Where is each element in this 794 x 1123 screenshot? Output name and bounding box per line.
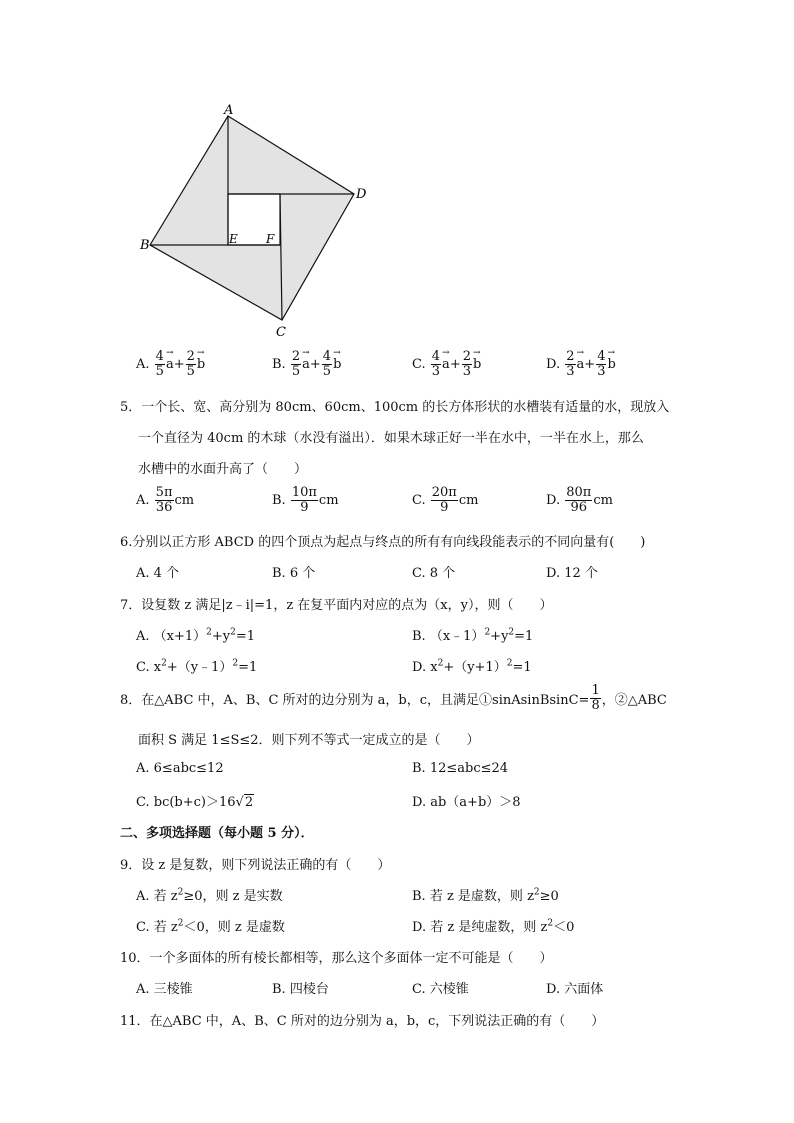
- section-title-multiple-choice: 二、多项选择题（每小题 5 分）．: [120, 826, 314, 841]
- q4-option-c[interactable]: C. $\frac{4}{3}$ → a + $\frac{2}{3}$ → b: [412, 350, 481, 378]
- geometry-figure: [132, 98, 372, 348]
- q5-option-b[interactable]: B. $\frac{10\pi}{9}$ cm: [272, 485, 339, 515]
- q5-stem-line2: 一个直径为 40cm 的木球（水没有溢出）．如果木球正好一半在水中，一半在水上，那么: [138, 431, 644, 446]
- q6-option-b[interactable]: B. 6 个: [272, 566, 316, 581]
- q10-option-b[interactable]: B. 四棱台: [272, 982, 329, 997]
- q8-option-b[interactable]: B. 12≤abc≤24: [412, 761, 509, 776]
- q6-stem: 6.分别以正方形 ABCD 的四个顶点为起点与终点的所有有向线段能表示的不同向量有( ): [120, 535, 646, 550]
- label-b: B: [140, 238, 150, 253]
- q9-option-a[interactable]: A. 若 $z^2\ge 0$，则 z 是实数: [136, 887, 283, 904]
- q5-option-d[interactable]: D. $\frac{80\pi}{96}$ cm: [546, 485, 613, 515]
- q4-option-d[interactable]: D. $\frac{2}{3}$ → a + $\frac{4}{3}$ → b: [546, 350, 616, 378]
- q9-option-c[interactable]: C. 若 $z^2<0$，则 z 是虚数: [136, 918, 285, 935]
- q8-option-c[interactable]: C. bc(b+c)＞16√2: [136, 795, 254, 810]
- q5-stem-line1: 5．一个长、宽、高分别为 80cm、60cm、100cm 的长方体形状的水槽装有适量的水，现放入: [120, 400, 670, 415]
- label-f: F: [266, 232, 275, 246]
- q6-option-c[interactable]: C. 8 个: [412, 566, 456, 581]
- q4-option-a[interactable]: A. $\frac{4}{5}$ → a + $\frac{2}{5}$ → b: [136, 350, 205, 378]
- label-e: E: [229, 232, 238, 246]
- q7-option-b[interactable]: B. $(x﹣1)^2+y^2=1$: [412, 627, 534, 644]
- q4-option-b[interactable]: B. $\frac{2}{5}$ → a + $\frac{4}{5}$ → b: [272, 350, 341, 378]
- q10-option-c[interactable]: C. 六棱锥: [412, 982, 469, 997]
- q5-stem-line3: 水槽中的水面升高了（ ）: [138, 462, 308, 477]
- q8-option-d[interactable]: D. ab（a+b）＞8: [412, 795, 521, 810]
- q5-option-c[interactable]: C. $\frac{20\pi}{9}$ cm: [412, 485, 479, 515]
- q8-stem-line1: 8．在△ABC 中，A、B、C 所对的边分别为 a，b，c，且满足①sinAsinBsinC= $\frac{1}{8}$ ，②△ABC: [120, 683, 667, 713]
- q8-option-a[interactable]: A. 6≤abc≤12: [136, 761, 224, 776]
- label-c: C: [276, 325, 286, 340]
- q8-stem-line2: 面积 S 满足 1≤S≤2．则下列不等式一定成立的是（ ）: [138, 733, 480, 748]
- q7-option-a[interactable]: A. $(x+1)^2+y^2=1$: [136, 627, 256, 644]
- label-a: A: [224, 103, 234, 118]
- q7-option-d[interactable]: D. $x^2+(y+1)^2=1$: [412, 658, 532, 675]
- q5-option-a[interactable]: A. $\frac{5\pi}{36}$ cm: [136, 485, 195, 515]
- q6-option-d[interactable]: D. 12 个: [546, 566, 598, 581]
- q11-stem: 11．在△ABC 中，A、B、C 所对的边分别为 a，b，c，下列说法正确的有（ ）: [120, 1014, 605, 1029]
- label-d: D: [356, 187, 367, 202]
- q7-option-c[interactable]: C. $x^2+(y﹣1)^2=1$: [136, 658, 258, 675]
- q9-option-b[interactable]: B. 若 z 是虚数，则 $z^2\ge 0$: [412, 887, 559, 904]
- q6-option-a[interactable]: A. 4 个: [136, 566, 180, 581]
- q10-stem: 10．一个多面体的所有棱长都相等，那么这个多面体一定不可能是（ ）: [120, 951, 553, 966]
- q7-stem: 7．设复数 z 满足|z﹣i|=1，z 在复平面内对应的点为（x，y），则（ ）: [120, 598, 553, 613]
- q10-option-d[interactable]: D. 六面体: [546, 982, 604, 997]
- q9-option-d[interactable]: D. 若 z 是纯虚数，则 $z^2<0$: [412, 918, 575, 935]
- q9-stem: 9．设 z 是复数，则下列说法正确的有（ ）: [120, 858, 391, 873]
- q10-option-a[interactable]: A. 三棱锥: [136, 982, 193, 997]
